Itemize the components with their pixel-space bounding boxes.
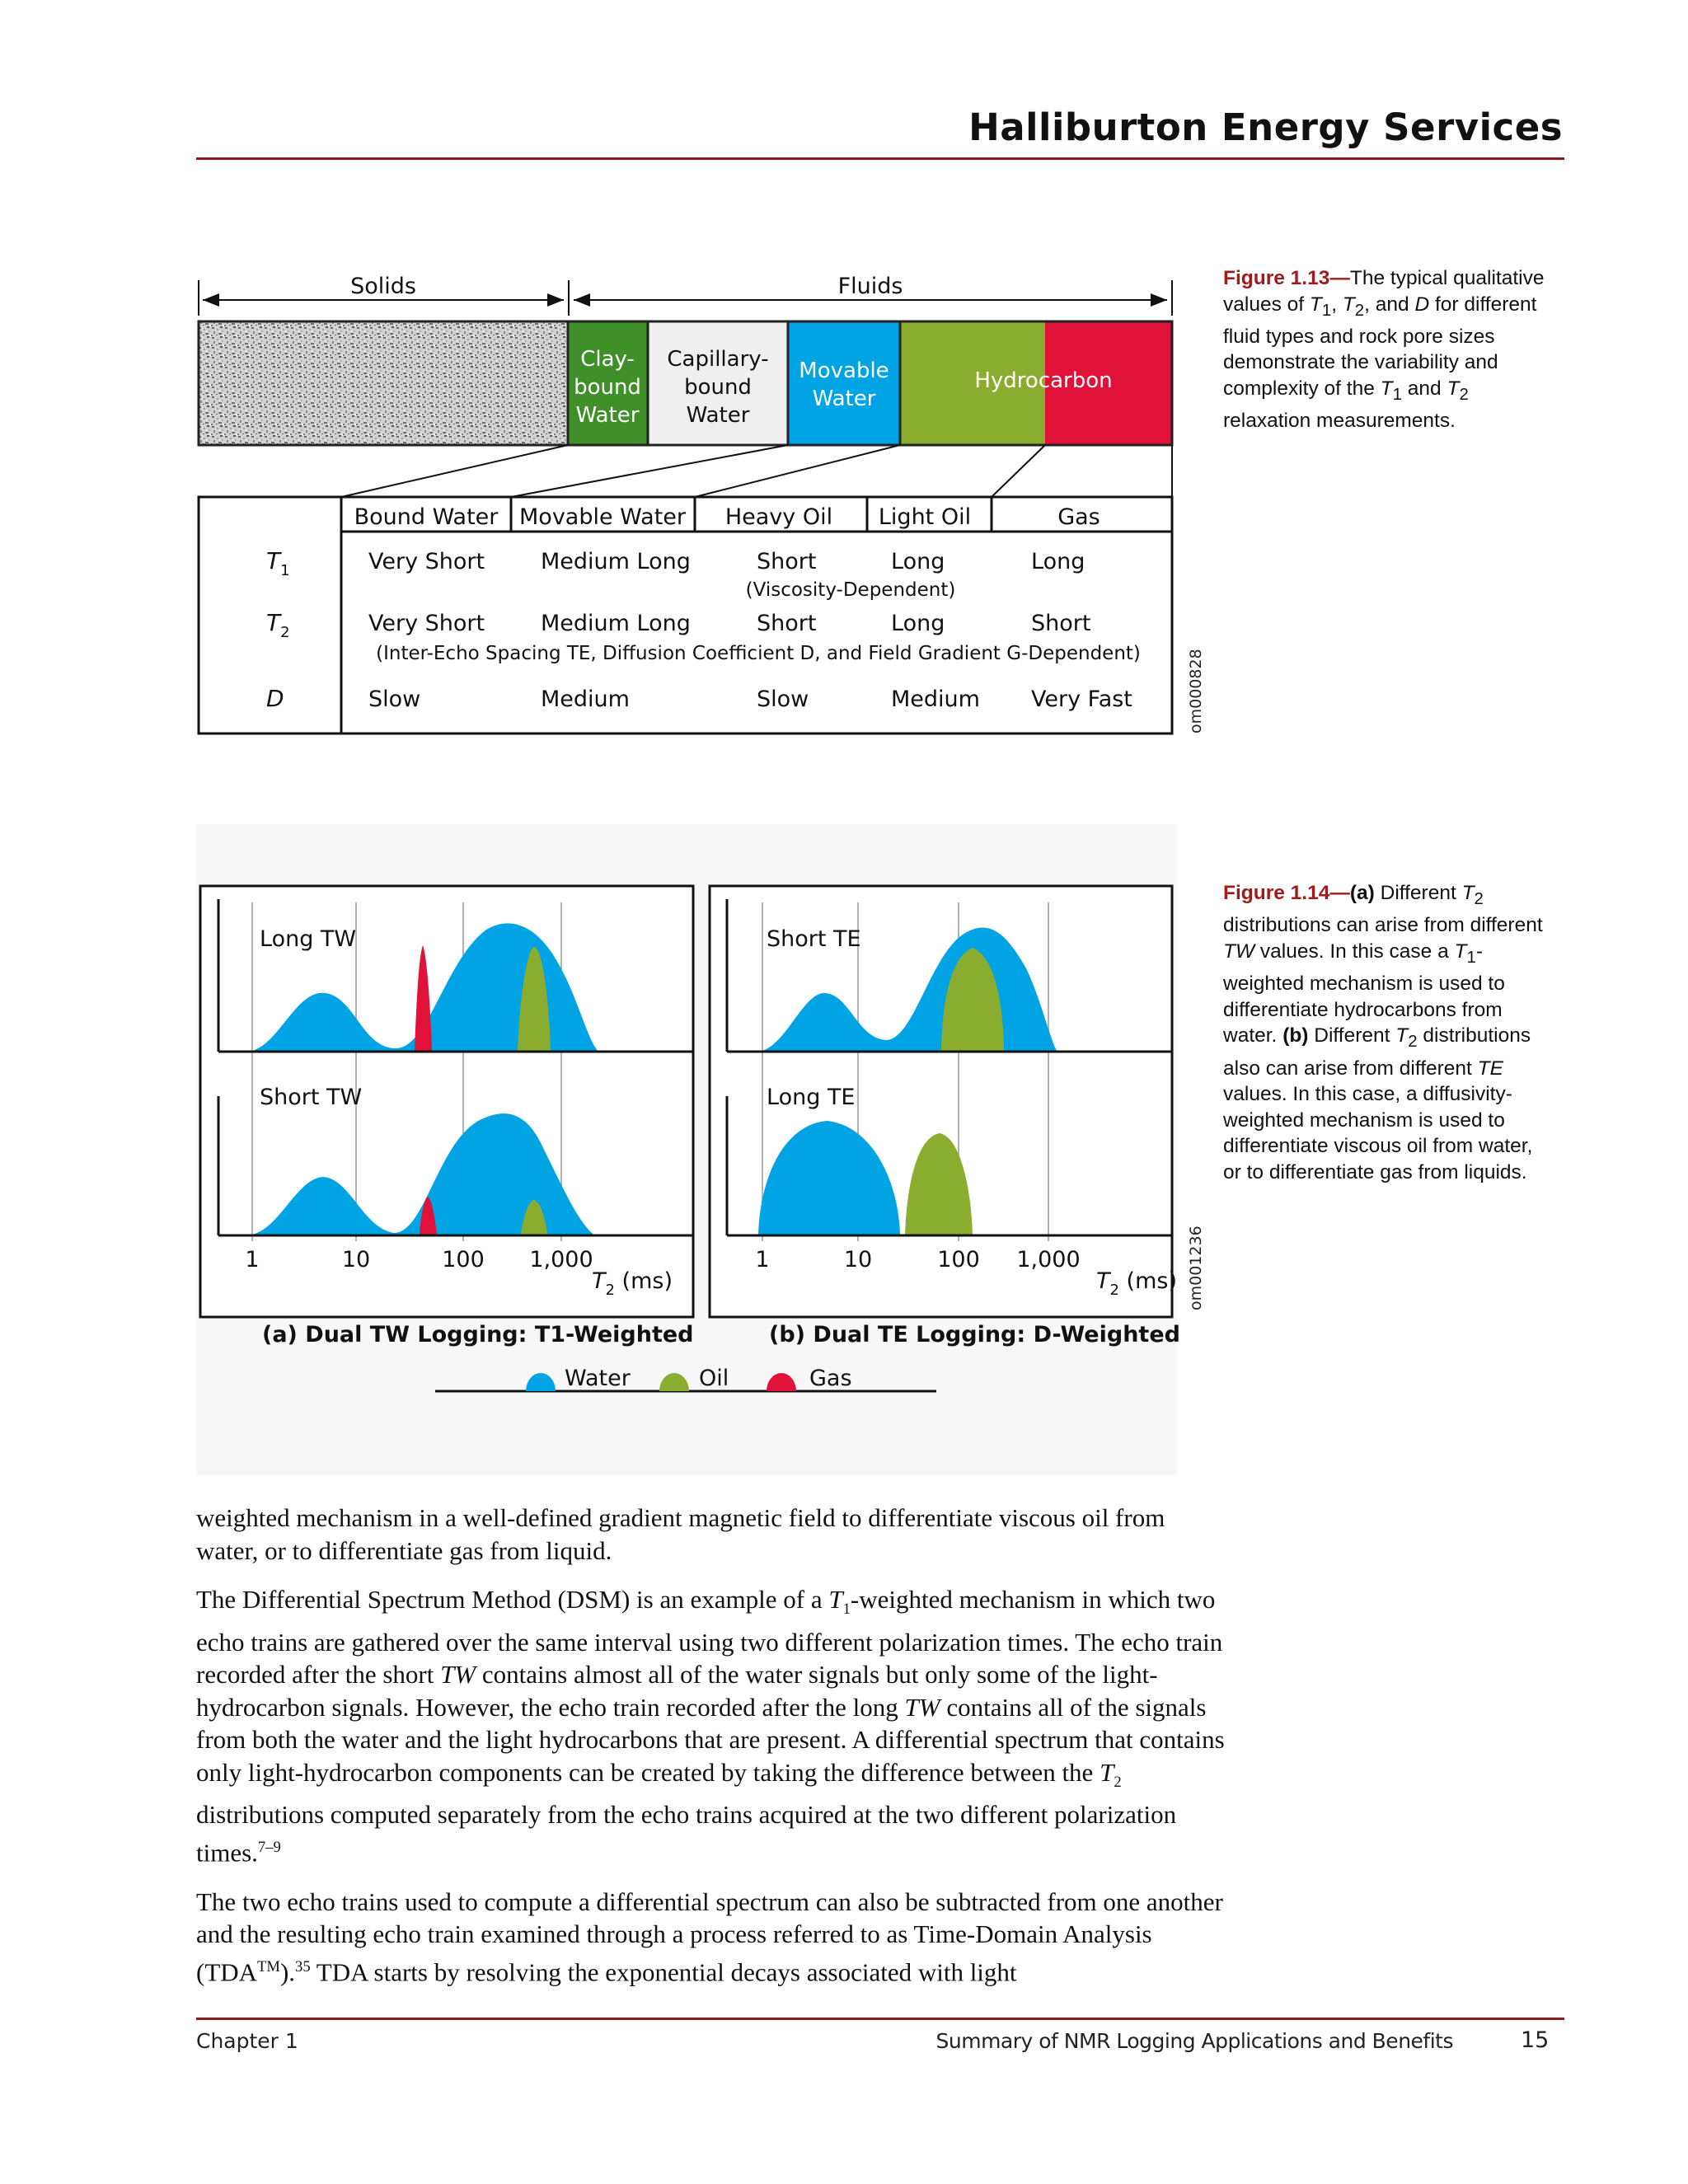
legend-oil-icon — [659, 1373, 689, 1391]
capillary-label-2: bound — [684, 375, 752, 400]
t1-light-oil: Long — [891, 549, 945, 574]
panel-a-bottom-label: Short TW — [260, 1085, 363, 1110]
panel-b-title: (b) Dual TE Logging: D-Weighted — [769, 1322, 1180, 1347]
footer-chapter: Chapter 1 — [196, 2029, 298, 2053]
svg-text:T2: $T_2$ — [266, 609, 290, 641]
paragraph-2: The Differential Spectrum Method (DSM) is an example of a $T_1$-weighted mechanism in which two echo trains are gathered over the same interval using two different polarization times. The echo train recorded after the short TW contains almost all of the water signals but only some of the light-hydrocarbon signals. However, the echo train recorded after the long TW contains all of the signals from both the water and the light hydrocarbons that are present. A differential spectrum that contains only light-hydrocarbon components can be created by taking the difference between the $T_2$ distributions computed separately from the echo trains acquired at the two different polarization times.$^{7-9}$ — [196, 1585, 1225, 1868]
fluids-label: Fluids — [837, 274, 903, 299]
t2-light-oil: Long — [891, 611, 945, 636]
panel-b-tick-10: 10 — [843, 1247, 873, 1272]
d-light-oil: Medium — [891, 687, 980, 712]
t2-movable-water: Medium Long — [541, 611, 691, 636]
header-movable-water: Movable Water — [519, 504, 686, 530]
footer-rule — [196, 2018, 1564, 2020]
capillary-label-1: Capillary- — [667, 347, 769, 372]
solids-label: Solids — [350, 274, 416, 299]
t2-note: (Inter-Echo Spacing TE, Diffusion Coefficient D, and Field Gradient G-Dependent) — [376, 643, 1141, 664]
panel-b-bottom-label: Long TE — [767, 1085, 856, 1110]
panel-a-tick-10: 10 — [341, 1247, 371, 1272]
legend-gas-label: Gas — [809, 1366, 852, 1391]
movable-label-1: Movable — [799, 359, 889, 383]
t1-heavy-oil: Short — [757, 549, 817, 574]
figure-1-14-code: om001236 — [1187, 1226, 1205, 1310]
legend-gas-icon — [767, 1373, 796, 1391]
d-heavy-oil: Slow — [757, 687, 809, 712]
t1-bound-water: Very Short — [368, 549, 485, 574]
svg-text:T2 (ms): $T_2$ (ms) — [592, 1268, 673, 1299]
svg-text:T2 (ms): $T_2$ (ms) — [1096, 1268, 1177, 1299]
page-header-title: Halliburton Energy Services — [968, 105, 1563, 149]
header-heavy-oil: Heavy Oil — [724, 504, 833, 530]
clay-label-1: Clay- — [580, 347, 635, 372]
solids-segment — [199, 321, 568, 445]
paragraph-3: The two echo trains used to compute a differential spectrum can also be subtracted from one another and the resulting echo train examined through a process referred to as Time-Domain Analysis (TDA™).$^{35}$ TDA starts by resolving the exponential decays associated with light — [196, 1886, 1223, 1987]
paragraph-1: weighted mechanism in a well-defined gradient magnetic field to differentiate viscous oil from water, or to differentiate gas from liquid. — [196, 1503, 1165, 1565]
row-label-d: D — [266, 685, 284, 712]
panel-b-tick-1: 1 — [755, 1247, 770, 1272]
figure-1-14-caption: Figure 1.14—(a) Different $T_2$ distributions can arise from different TW values. In this case a $T_1$-weighted mechanism is used to differentiate hydrocarbons from water. (b) Different $T_2$ distributions also can arise from different TE values. In this case, a diffusivity-weighted mechanism is used to differentiate viscous oil from water, or to differentiate gas from liquids. — [1223, 882, 1543, 1183]
movable-label-2: Water — [812, 387, 876, 411]
footer-title: Summary of NMR Logging Applications and Benefits — [935, 2029, 1453, 2053]
clay-label-2: bound — [574, 375, 641, 400]
t2-bound-water: Very Short — [368, 611, 485, 636]
t1-gas: Long — [1031, 549, 1085, 574]
body-text — [196, 1502, 1226, 2005]
legend-water-label: Water — [565, 1366, 631, 1391]
header-bound-water: Bound Water — [354, 504, 499, 530]
panel-a-top-label: Long TW — [260, 926, 357, 952]
legend-oil-label: Oil — [699, 1366, 729, 1391]
panel-b-tick-1000: 1,000 — [1016, 1247, 1081, 1272]
d-bound-water: Slow — [368, 687, 421, 712]
header-light-oil: Light Oil — [878, 504, 972, 530]
t1-note: (Viscosity-Dependent) — [745, 579, 956, 601]
legend-water-icon — [526, 1373, 556, 1391]
row-label-t1: T — [266, 547, 281, 574]
panel-a-tick-1: 1 — [245, 1247, 260, 1272]
row-label-t2: T — [266, 609, 281, 636]
panel-a-tick-1000: 1,000 — [529, 1247, 593, 1272]
panel-b-tick-100: 100 — [937, 1247, 980, 1272]
panel-a-tick-100: 100 — [442, 1247, 485, 1272]
header-gas: Gas — [1057, 504, 1100, 530]
footer-page-number: 15 — [1521, 2027, 1550, 2053]
d-gas: Very Fast — [1031, 687, 1132, 712]
figure-1-13-code: om000828 — [1187, 649, 1205, 733]
hydrocarbon-label: Hydrocarbon — [974, 368, 1113, 393]
clay-label-3: Water — [575, 403, 640, 428]
figure-1-13-caption: Figure 1.13—The typical qualitative values of $T_1$, $T_2$, and D for different fluid types and rock pore sizes demonstrate the variability and complexity of the $T_1$ and $T_2$ relaxation measurements. — [1223, 267, 1545, 433]
t1-movable-water: Medium Long — [541, 549, 691, 574]
panel-b-top-label: Short TE — [767, 926, 861, 952]
movable-water-segment — [788, 321, 900, 445]
t2-heavy-oil: Short — [757, 611, 817, 636]
svg-text:T1: $T_1$ — [266, 547, 290, 579]
t2-gas: Short — [1031, 611, 1091, 636]
capillary-label-3: Water — [686, 403, 750, 428]
panel-a-title: (a) Dual TW Logging: T1-Weighted — [262, 1322, 694, 1347]
d-movable-water: Medium — [541, 687, 630, 712]
